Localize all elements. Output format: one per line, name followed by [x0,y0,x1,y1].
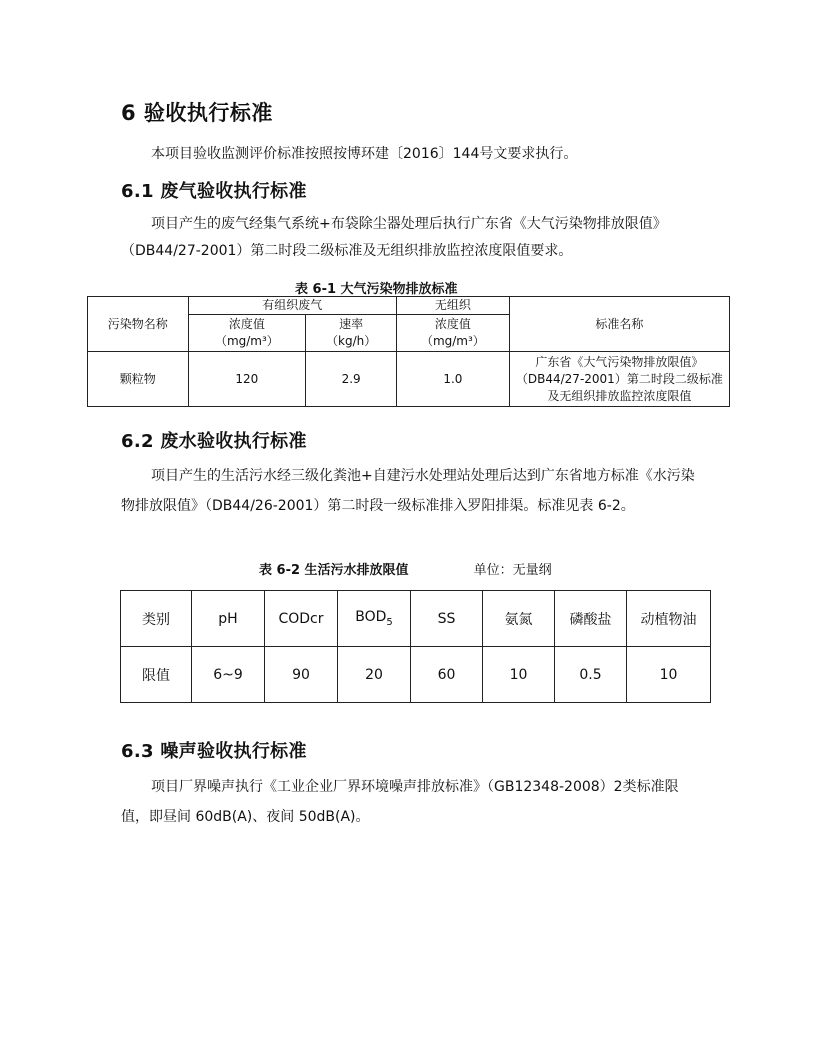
section-6-3-heading: 6.3 噪声验收执行标准 [121,741,307,762]
section-6-1-paragraph: 项目产生的废气经集气系统+布袋除尘器处理后执行广东省《大气污染物排放限值》（DB44/27-2001）第二时段二级标准及无组织排放监控浓度限值要求。 [121,216,667,259]
table-6-2-caption-row [259,559,552,578]
col-standard-name: 标准名称 [509,297,729,352]
sub-header-unorganized-concentration [397,315,510,352]
cell-pollutant: 颗粒物 [88,352,189,407]
table-6-2-unit-note: 单位：无量纲 [473,563,552,578]
sub-header-label: 浓度值 [434,317,471,331]
sub-header-rate [306,315,397,352]
col-pollutant-name: 污染物名称 [88,297,189,352]
cell-animal-plant-oil: 10 [627,647,711,703]
table-6-1-caption: 表 6-1 大气污染物排放标准 [295,282,458,297]
header-ph: pH [192,591,265,647]
section-6-heading: 6 验收执行标准 [121,101,273,125]
sub-header-unit: （mg/m³） [420,334,485,348]
row-label-limit: 限值 [121,647,192,703]
header-codcr: CODcr [265,591,338,647]
group-unorganized: 无组织 [397,297,510,315]
cell-bod5: 20 [338,647,411,703]
cell-standard-name: 广东省《大气污染物排放限值》（DB44/27-2001）第二时段二级标准及无组织排放监控浓度限值 [509,352,729,407]
sub-header-concentration [188,315,306,352]
header-phosphate: 磷酸盐 [555,591,627,647]
header-category: 类别 [121,591,192,647]
cell-codcr: 90 [265,647,338,703]
section-6-2-heading: 6.2 废水验收执行标准 [121,431,307,452]
cell-rate: 2.9 [306,352,397,407]
cell-ss: 60 [411,647,483,703]
air-emission-standard-table [87,296,730,407]
cell-phosphate: 0.5 [555,647,627,703]
wastewater-limit-table [120,590,711,703]
header-bod5 [338,591,411,647]
sub-header-label: 速率 [339,317,364,331]
header-ammonia-nitrogen: 氨氮 [483,591,555,647]
cell-unorganized-concentration: 1.0 [397,352,510,407]
bod-label: BOD [355,609,387,626]
sub-header-label: 浓度值 [228,317,265,331]
bod-subscript: 5 [386,616,393,628]
cell-ph: 6~9 [192,647,265,703]
header-animal-plant-oil: 动植物油 [627,591,711,647]
table-6-2-caption: 表 6-2 生活污水排放限值 [259,563,409,578]
section-6-1-heading: 6.1 废气验收执行标准 [121,181,307,202]
cell-ammonia-nitrogen: 10 [483,647,555,703]
header-ss: SS [411,591,483,647]
section-6-intro: 本项目验收监测评价标准按照按博环建〔2016〕144号文要求执行。 [151,146,578,162]
sub-header-unit: （mg/m³） [214,334,279,348]
sub-header-unit: （kg/h） [326,334,377,348]
group-organized-gas: 有组织废气 [188,297,396,315]
section-6-3-paragraph: 项目厂界噪声执行《工业企业厂界环境噪声排放标准》（GB12348-2008）2类标准限值，即昼间 60dB(A)、夜间 50dB(A)。 [121,779,679,825]
cell-concentration: 120 [188,352,306,407]
section-6-2-paragraph: 项目产生的生活污水经三级化粪池+自建污水处理站处理后达到广东省地方标准《水污染物排放限值》（DB44/26-2001）第二时段一级标准排入罗阳排渠。标准见表 6-2。 [121,468,695,514]
